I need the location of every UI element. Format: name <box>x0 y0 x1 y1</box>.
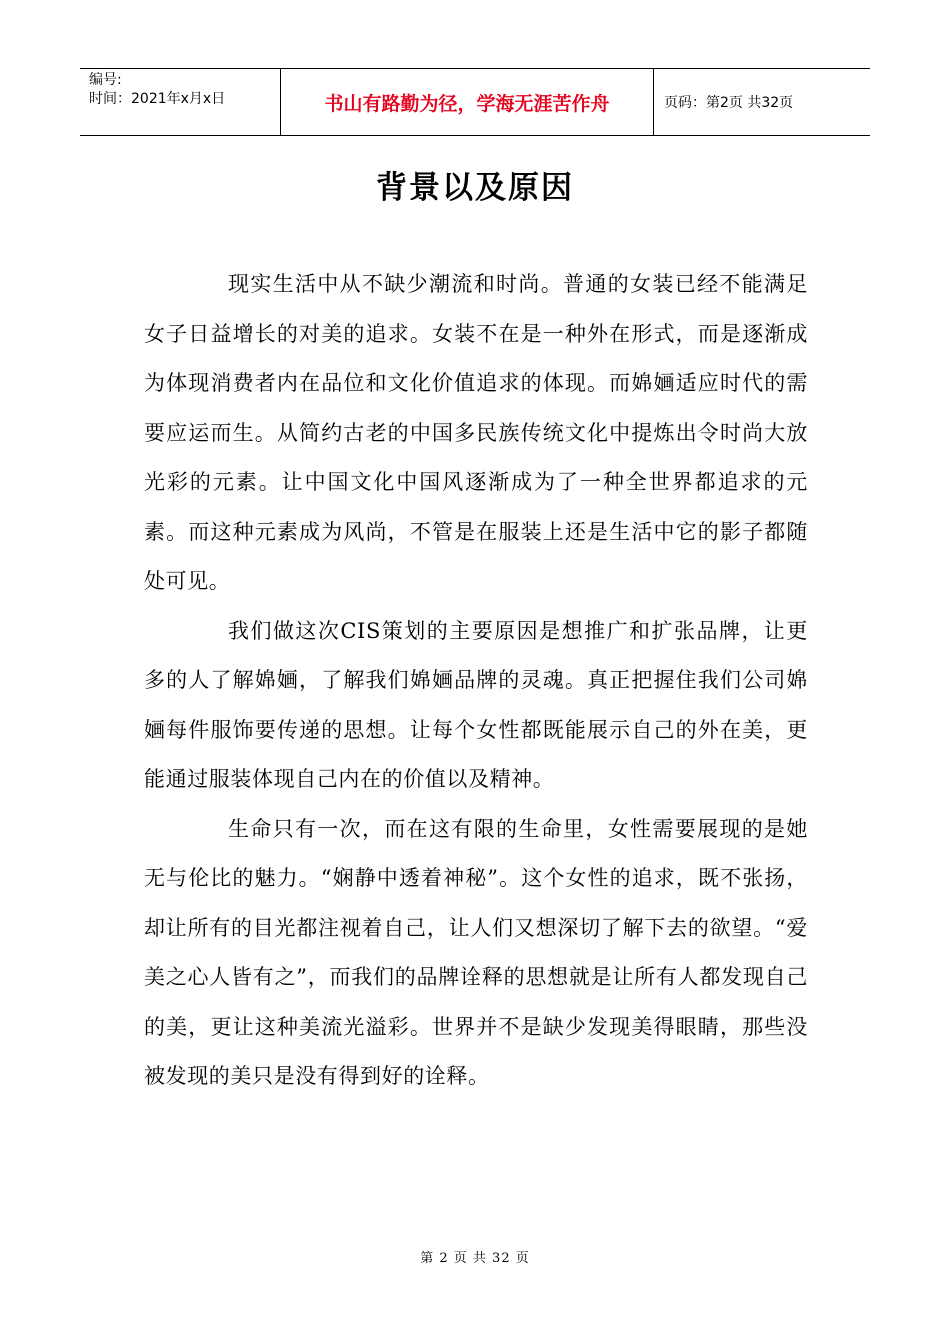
document-number-label: 编号: <box>89 72 122 88</box>
paragraph: 我们做这次CIS策划的主要原因是想推广和扩张品牌，让更多的人了解婂婳，了解我们婂婳品牌的灵魂。真正把握住我们公司婂婳每件服饰要传递的思想。让每个女性都既能展示自己的外在美，更能通过服装体现自己内在的价值以及精神。 <box>144 618 808 791</box>
page-header <box>80 68 870 136</box>
paragraph: 现实生活中从不缺少潮流和时尚。普通的女装已经不能满足女子日益增长的对美的追求。女装不在是一种外在形式，而是逐渐成为体现消费者内在品位和文化价值追求的体现。而婂婳适应时代的需要应运而生。从简约古老的中国多民族传统文化中提炼出令时尚大放光彩的元素。让中国文化中国风逐渐成为了一种全世界都追求的元素。而这种元素成为风尚，不管是在服装上还是生活中它的影子都随处可见。 <box>144 272 808 593</box>
header-motto: 书山有路勤为径，学海无涯苦作舟 <box>281 69 654 135</box>
document-title: 背景以及原因 <box>376 170 574 206</box>
document-time-label: 时间：2021年x月x日 <box>89 91 226 107</box>
paragraph: 生命只有一次，而在这有限的生命里，女性需要展现的是她无与伦比的魅力。“娴静中透着神秘”。这个女性的追求，既不张扬，却让所有的目光都注视着自己，让人们又想深切了解下去的欲望。“爱美之心人皆有之”，而我们的品牌诠释的思想就是让所有人都发现自己的美，更让这种美流光溢彩。世界并不是缺少发现美得眼睛，那些没被发现的美只是没有得到好的诠释。 <box>144 816 808 1088</box>
header-page-info: 页码：第2页 共32页 <box>664 95 794 111</box>
page-footer: 第 2 页 共 32 页 <box>420 1251 530 1266</box>
document-body <box>144 260 808 1102</box>
header-meta <box>80 69 281 135</box>
